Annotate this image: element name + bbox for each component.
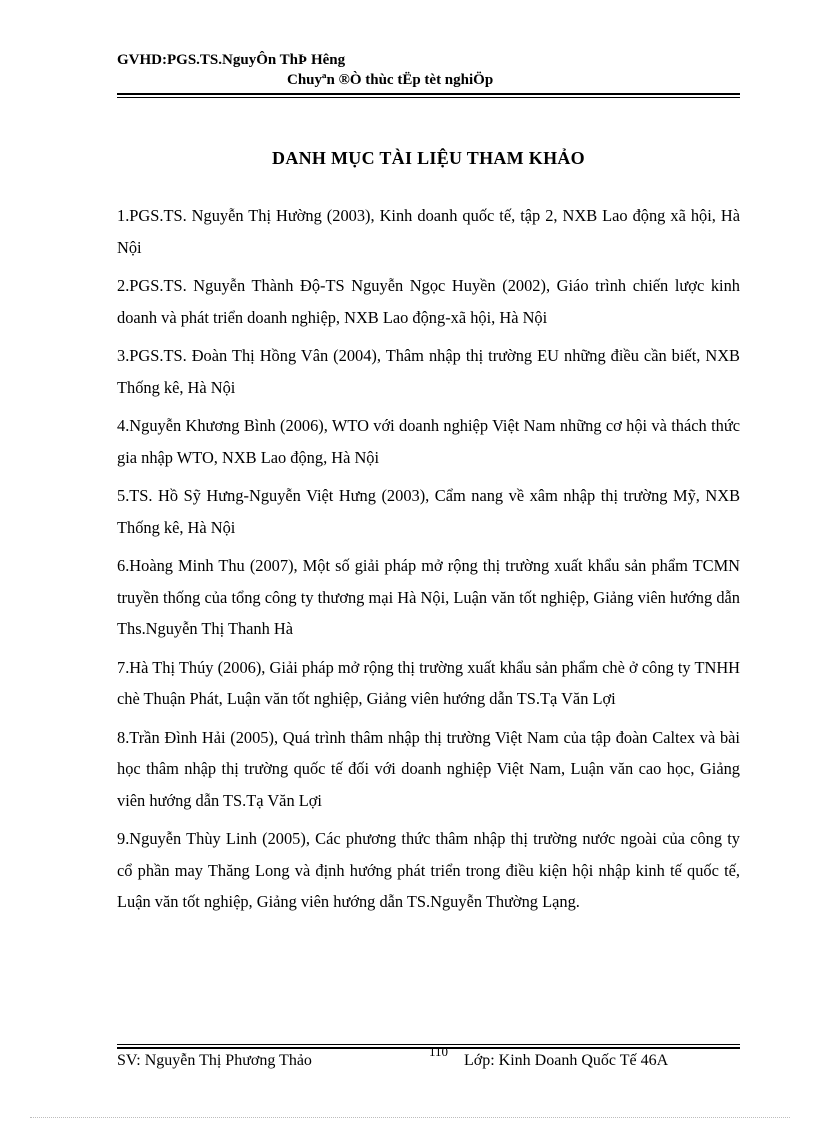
page-footer (117, 1044, 740, 1076)
reference-item: 8.Trần Đình Hải (2005), Quá trình thâm nhập thị trường Việt Nam của tập đoàn Caltex và bài học thâm nhập thị trường quốc tế đối với doanh nghiệp Việt Nam, Luận văn cao học, Giảng viên hướng dẫn TS.Tạ Văn Lợi (117, 727, 740, 810)
reference-item: 4.Nguyễn Khương Bình (2006), WTO với doanh nghiệp Việt Nam những cơ hội và thách thức gia nhập WTO, NXB Lao động, Hà Nội (117, 416, 740, 467)
footer-class: Lớp: Kinh Doanh Quốc Tế 46A (464, 1052, 669, 1069)
header-rule-thick (117, 93, 740, 95)
reference-list (117, 200, 740, 925)
reference-item: 6.Hoàng Minh Thu (2007), Một số giải pháp mở rộng thị trường xuất khẩu sản phẩm TCMN truyền thống của tổng công ty thương mại Hà Nội, Luận văn tốt nghiệp, Giảng viên hướng dẫn Ths.Nguyễn Thị Thanh Hà (117, 556, 740, 638)
reference-item: 2.PGS.TS. Nguyễn Thành Độ-TS Nguyễn Ngọc Huyền (2002), Giáo trình chiến lược kinh doanh và phát triển doanh nghiệp, NXB Lao động-xã hội, Hà Nội (117, 276, 740, 327)
header-rule-thin (117, 97, 740, 98)
page-bottom-dotted-border (30, 1117, 790, 1118)
page-header (117, 50, 740, 90)
header-report-type: Chuyªn ®Ò thùc tËp tèt nghiÖp (287, 72, 494, 88)
header-advisor: GVHD:PGS.TS.NguyÔn ThÞ Hêng (117, 52, 346, 68)
reference-item: 1.PGS.TS. Nguyễn Thị Hường (2003), Kinh doanh quốc tế, tập 2, NXB Lao động xã hội, Hà Nội (117, 206, 740, 257)
reference-item: 3.PGS.TS. Đoàn Thị Hồng Vân (2004), Thâm nhập thị trường EU những điều cần biết, NXB Thống kê, Hà Nội (117, 346, 740, 397)
reference-item: 9.Nguyễn Thùy Linh (2005), Các phương thức thâm nhập thị trường nước ngoài của công ty cổ phần may Thăng Long và định hướng phát triển trong điều kiện hội nhập kinh tế quốc tế, Luận văn tốt nghiệp, Giảng viên hướng dẫn TS.Nguyễn Thường Lạng. (117, 829, 740, 911)
page-title: DANH MỤC TÀI LIỆU THAM KHẢO (272, 148, 585, 168)
reference-item: 7.Hà Thị Thúy (2006), Giải pháp mở rộng thị trường xuất khẩu sản phẩm chè ở công ty TNHH chè Thuận Phát, Luận văn tốt nghiệp, Giảng viên hướng dẫn TS.Tạ Văn Lợi (117, 657, 740, 708)
reference-item: 5.TS. Hồ Sỹ Hưng-Nguyễn Việt Hưng (2003), Cẩm nang về xâm nhập thị trường Mỹ, NXB Thống kê, Hà Nội (117, 486, 740, 537)
page-number: 110 (429, 1044, 449, 1059)
footer-student: SV: Nguyễn Thị Phương Thảo (117, 1052, 312, 1069)
